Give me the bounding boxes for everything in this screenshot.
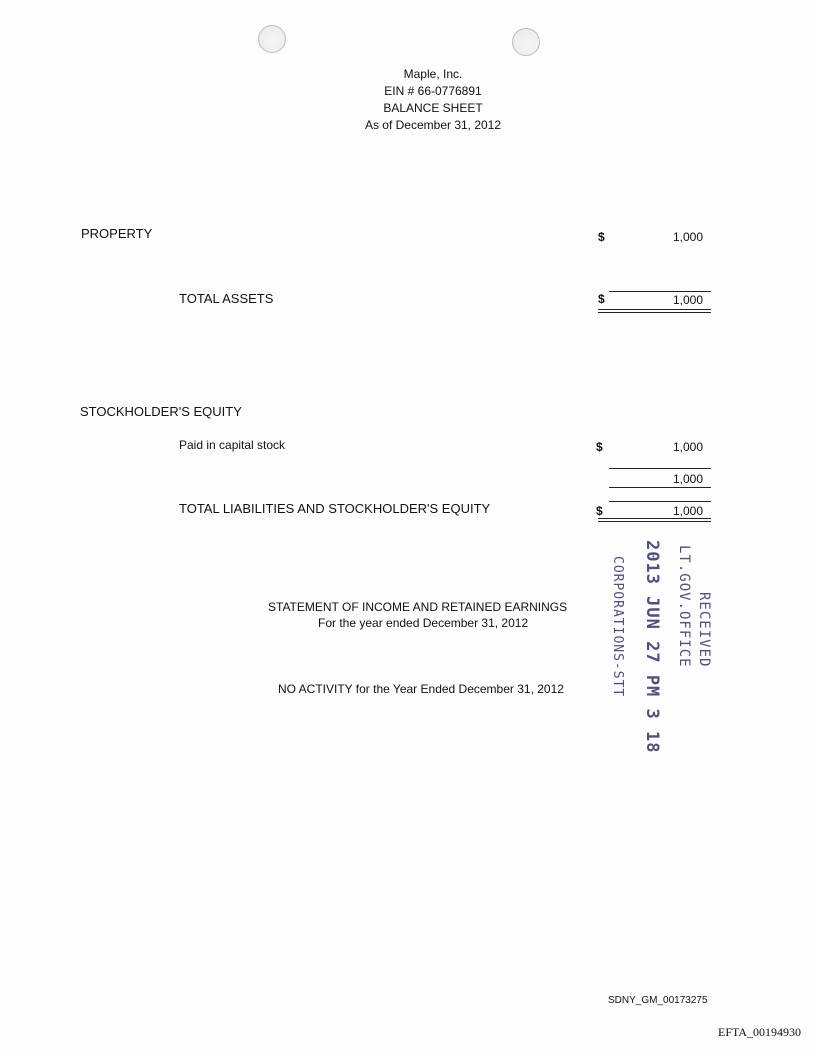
total-assets-top-rule [609,291,711,292]
total-liabilities-equity-label: TOTAL LIABILITIES AND STOCKHOLDER'S EQUITY [179,501,491,516]
subtotal-top-rule [609,468,711,469]
total-liabilities-double-rule-1 [598,518,711,519]
income-statement-period: For the year ended December 31, 2012 [318,616,529,630]
document-title: BALANCE SHEET [383,101,483,115]
stamp-corporations: CORPORATIONS-STT [610,556,625,698]
paid-in-capital-amount: 1,000 [672,440,703,454]
total-assets-double-rule-2 [598,312,711,313]
total-liabilities-top-rule [609,501,711,502]
property-currency: $ [598,230,605,244]
punch-hole-right [512,28,540,56]
total-assets-amount: 1,000 [672,293,703,307]
property-amount: 1,000 [672,230,703,244]
stamp-datetime: 2013 JUN 27 PM 3 18 [642,540,662,754]
punch-hole-left [258,25,286,53]
total-liabilities-double-rule-2 [598,521,711,522]
stamp-office: LT.GOV.OFFICE [676,545,692,668]
equity-subtotal-amount: 1,000 [672,472,703,486]
total-liabilities-equity-amount: 1,000 [672,504,703,518]
paid-in-capital-currency: $ [596,440,603,454]
efta-number: EFTA_00194930 [718,1025,802,1039]
total-assets-label: TOTAL ASSETS [179,291,274,306]
equity-section-label: STOCKHOLDER'S EQUITY [80,404,242,419]
document-header [0,66,816,134]
ein-number: EIN # 66-0776891 [384,84,482,98]
total-liabilities-equity-currency: $ [596,504,603,518]
subtotal-bottom-rule [609,487,711,488]
no-activity-note: NO ACTIVITY for the Year Ended December 31, 2012 [278,682,564,696]
property-label: PROPERTY [81,226,153,241]
company-name: Maple, Inc. [403,67,463,81]
income-statement-title: STATEMENT OF INCOME AND RETAINED EARNINGS [268,600,568,614]
total-assets-currency: $ [598,292,605,306]
paid-in-capital-label: Paid in capital stock [179,438,286,452]
stamp-received: RECEIVED [696,592,712,668]
total-assets-double-rule-1 [598,309,711,310]
as-of-date: As of December 31, 2012 [364,118,502,132]
bates-number: SDNY_GM_00173275 [608,995,708,1006]
